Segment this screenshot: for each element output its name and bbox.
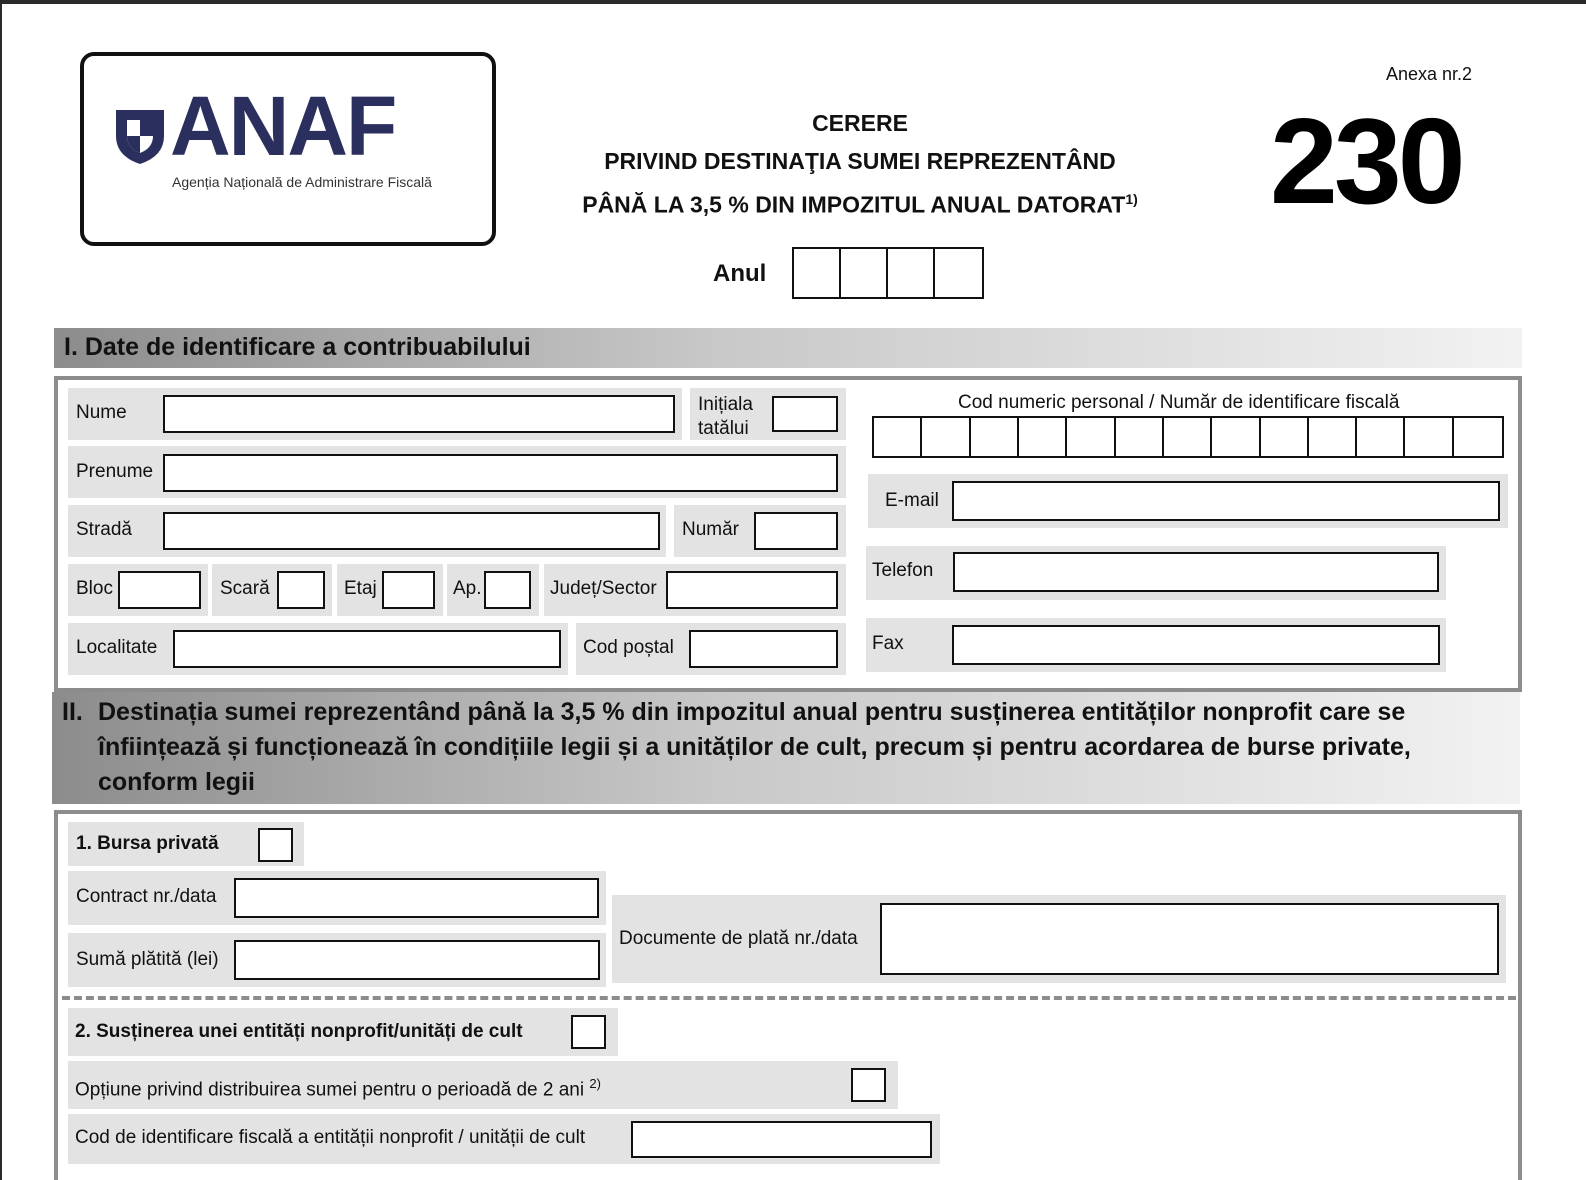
etaj-input[interactable] bbox=[382, 571, 435, 609]
documente-input[interactable] bbox=[880, 903, 1499, 975]
prenume-label: Prenume bbox=[76, 461, 154, 482]
form-number: 230 bbox=[1270, 93, 1462, 229]
numar-label: Număr bbox=[682, 519, 740, 540]
ap-label: Ap. bbox=[453, 578, 482, 599]
nume-label: Nume bbox=[76, 402, 127, 423]
title-footnote: 1) bbox=[1125, 191, 1138, 207]
cnp-digit-box[interactable] bbox=[1454, 418, 1502, 456]
numar-input[interactable] bbox=[754, 512, 838, 550]
top-border bbox=[0, 0, 1586, 4]
year-input[interactable] bbox=[792, 247, 984, 299]
cod-postal-input[interactable] bbox=[689, 630, 838, 668]
judet-label: Județ/Sector bbox=[550, 578, 657, 599]
cnp-digit-box[interactable] bbox=[1019, 418, 1067, 456]
cnp-digit-box[interactable] bbox=[1116, 418, 1164, 456]
cnp-digit-box[interactable] bbox=[1164, 418, 1212, 456]
logo-wordmark: ANAF bbox=[170, 79, 396, 173]
fax-label: Fax bbox=[872, 633, 904, 654]
documente-label: Documente de plată nr./data bbox=[619, 928, 858, 949]
prenume-input[interactable] bbox=[163, 454, 838, 492]
telefon-field[interactable] bbox=[953, 552, 1439, 592]
cnp-digit-box[interactable] bbox=[1212, 418, 1260, 456]
section-1-header: I. Date de identificare a contribuabilului bbox=[54, 328, 1522, 368]
year-digit-box[interactable] bbox=[888, 249, 935, 297]
shield-icon bbox=[114, 106, 166, 166]
cnp-digit-box[interactable] bbox=[1357, 418, 1405, 456]
optiune-checkbox[interactable] bbox=[851, 1068, 886, 1102]
anaf-logo bbox=[80, 52, 496, 246]
title-line-3-text: PÂNĂ LA 3,5 % DIN IMPOZITUL ANUAL DATORAT bbox=[582, 191, 1126, 218]
cnp-digit-box[interactable] bbox=[971, 418, 1019, 456]
localitate-label: Localitate bbox=[76, 637, 158, 658]
title-line-1: CERERE bbox=[812, 110, 908, 136]
strada-input[interactable] bbox=[163, 512, 660, 550]
etaj-label: Etaj bbox=[344, 578, 377, 599]
cnp-input[interactable] bbox=[872, 416, 1504, 458]
fax-field[interactable] bbox=[952, 625, 1440, 665]
initiala-label-line2: tatălui bbox=[698, 418, 749, 439]
annex-label: Anexa nr.2 bbox=[1386, 64, 1473, 84]
cnp-digit-box[interactable] bbox=[1067, 418, 1115, 456]
cnp-digit-box[interactable] bbox=[922, 418, 970, 456]
title-line-3 bbox=[540, 180, 1180, 224]
year-label: Anul bbox=[713, 260, 767, 287]
cnp-digit-box[interactable] bbox=[1309, 418, 1357, 456]
cnp-label: Cod numeric personal / Număr de identificare fiscală bbox=[958, 392, 1400, 413]
bloc-input[interactable] bbox=[118, 571, 201, 609]
cod-fiscal-input[interactable] bbox=[631, 1121, 932, 1158]
email-field[interactable] bbox=[952, 481, 1500, 521]
cod-postal-label: Cod poștal bbox=[583, 637, 674, 658]
section-2-header bbox=[52, 692, 1520, 804]
cnp-digit-box[interactable] bbox=[1405, 418, 1453, 456]
left-border bbox=[0, 0, 2, 1180]
bursa-label: 1. Bursa privată bbox=[76, 833, 219, 854]
contract-input[interactable] bbox=[234, 878, 599, 918]
telefon-label: Telefon bbox=[872, 560, 934, 581]
sustinere-label: 2. Susținerea unei entități nonprofit/unități de cult bbox=[75, 1021, 523, 1042]
localitate-input[interactable] bbox=[173, 630, 561, 668]
suma-input[interactable] bbox=[234, 940, 600, 980]
optiune-footnote: 2) bbox=[589, 1076, 601, 1091]
scara-input[interactable] bbox=[277, 571, 325, 609]
ap-input[interactable] bbox=[484, 571, 531, 609]
nume-input[interactable] bbox=[163, 395, 675, 433]
initiala-label bbox=[698, 393, 753, 441]
initiala-label-line1: Inițiala bbox=[698, 394, 753, 415]
contract-label: Contract nr./data bbox=[76, 886, 217, 907]
logo-subtitle: Agenția Națională de Administrare Fiscală bbox=[172, 174, 432, 190]
cnp-digit-box[interactable] bbox=[874, 418, 922, 456]
scara-label: Scară bbox=[220, 578, 270, 599]
title-line-2: PRIVIND DESTINAŢIA SUMEI REPREZENTÂND bbox=[604, 148, 1116, 174]
bloc-label: Bloc bbox=[76, 578, 113, 599]
year-digit-box[interactable] bbox=[841, 249, 888, 297]
cod-fiscal-label: Cod de identificare fiscală a entității nonprofit / unității de cult bbox=[75, 1127, 586, 1148]
year-digit-box[interactable] bbox=[794, 249, 841, 297]
optiune-label bbox=[75, 1076, 601, 1101]
sustinere-checkbox[interactable] bbox=[571, 1015, 606, 1049]
judet-input[interactable] bbox=[666, 571, 838, 609]
strada-label: Stradă bbox=[76, 519, 132, 540]
bursa-checkbox[interactable] bbox=[258, 828, 293, 862]
cnp-digit-box[interactable] bbox=[1261, 418, 1309, 456]
section-2-title: Destinația sumei reprezentând până la 3,5 % din impozitul anual pentru susținerea entităților nonprofit care se înființează și funcționează în condițiile legii și a unităților de cult, precum și pentru acordarea de burse private, conform legii bbox=[98, 698, 1411, 796]
section-2-number: II. bbox=[62, 698, 83, 726]
year-digit-box[interactable] bbox=[935, 249, 982, 297]
suma-label: Sumă plătită (lei) bbox=[76, 949, 219, 970]
form-title bbox=[540, 104, 1180, 224]
initiala-input[interactable] bbox=[772, 396, 838, 432]
section-divider bbox=[62, 996, 1516, 1000]
email-label: E-mail bbox=[885, 490, 939, 511]
optiune-text: Opțiune privind distribuirea sumei pentru o perioadă de 2 ani bbox=[75, 1079, 585, 1101]
